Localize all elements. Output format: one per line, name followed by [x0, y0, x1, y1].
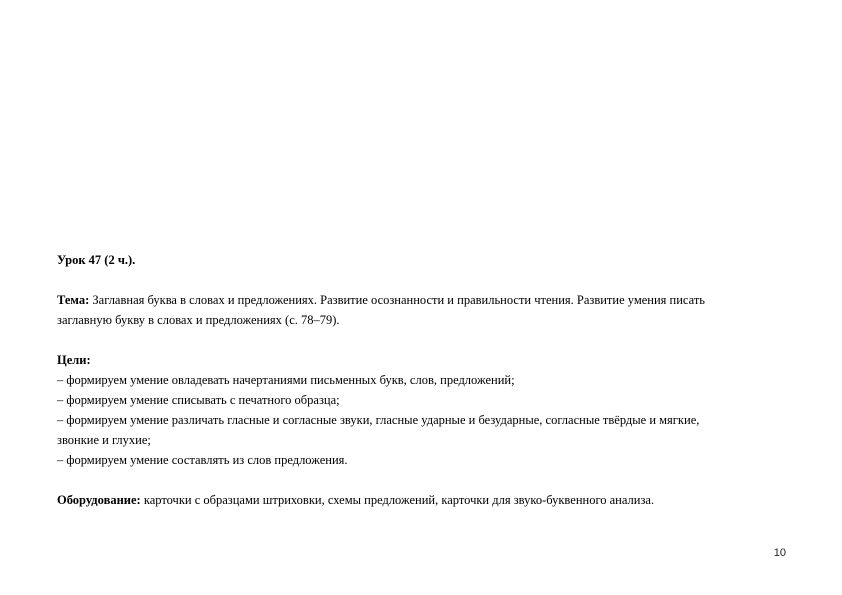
- page-number: 10: [773, 547, 786, 559]
- spacer: [57, 330, 787, 350]
- equipment-text: карточки с образцами штриховки, схемы предложений, карточки для звуко-буквенного анализа.: [140, 493, 655, 507]
- topic-line-1: [57, 290, 787, 310]
- topic-line-2: заглавную букву в словах и предложениях (с. 78–79).: [57, 313, 340, 327]
- spacer: [57, 470, 787, 490]
- topic-text-1: Заглавная буква в словах и предложениях. Развитие осознанности и правильности чтения. Развитие умения писать: [89, 293, 706, 307]
- topic-label: Тема:: [57, 293, 90, 307]
- goal-item: – формируем умение различать гласные и согласные звуки, гласные ударные и безударные, согласные твёрдые и мягкие,: [57, 413, 700, 427]
- equipment-line: [57, 490, 787, 510]
- lesson-title: Урок 47 (2 ч.).: [57, 253, 136, 267]
- goal-item: – формируем умение овладевать начертаниями письменных букв, слов, предложений;: [57, 373, 515, 387]
- spacer: [57, 270, 787, 290]
- lesson-content: [57, 250, 787, 510]
- equipment-label: Оборудование:: [57, 493, 141, 507]
- goal-item-continuation: звонкие и глухие;: [57, 433, 151, 447]
- goal-item: – формируем умение списывать с печатного образца;: [57, 393, 340, 407]
- goals-label: Цели:: [57, 353, 91, 367]
- goal-item: – формируем умение составлять из слов предложения.: [57, 453, 348, 467]
